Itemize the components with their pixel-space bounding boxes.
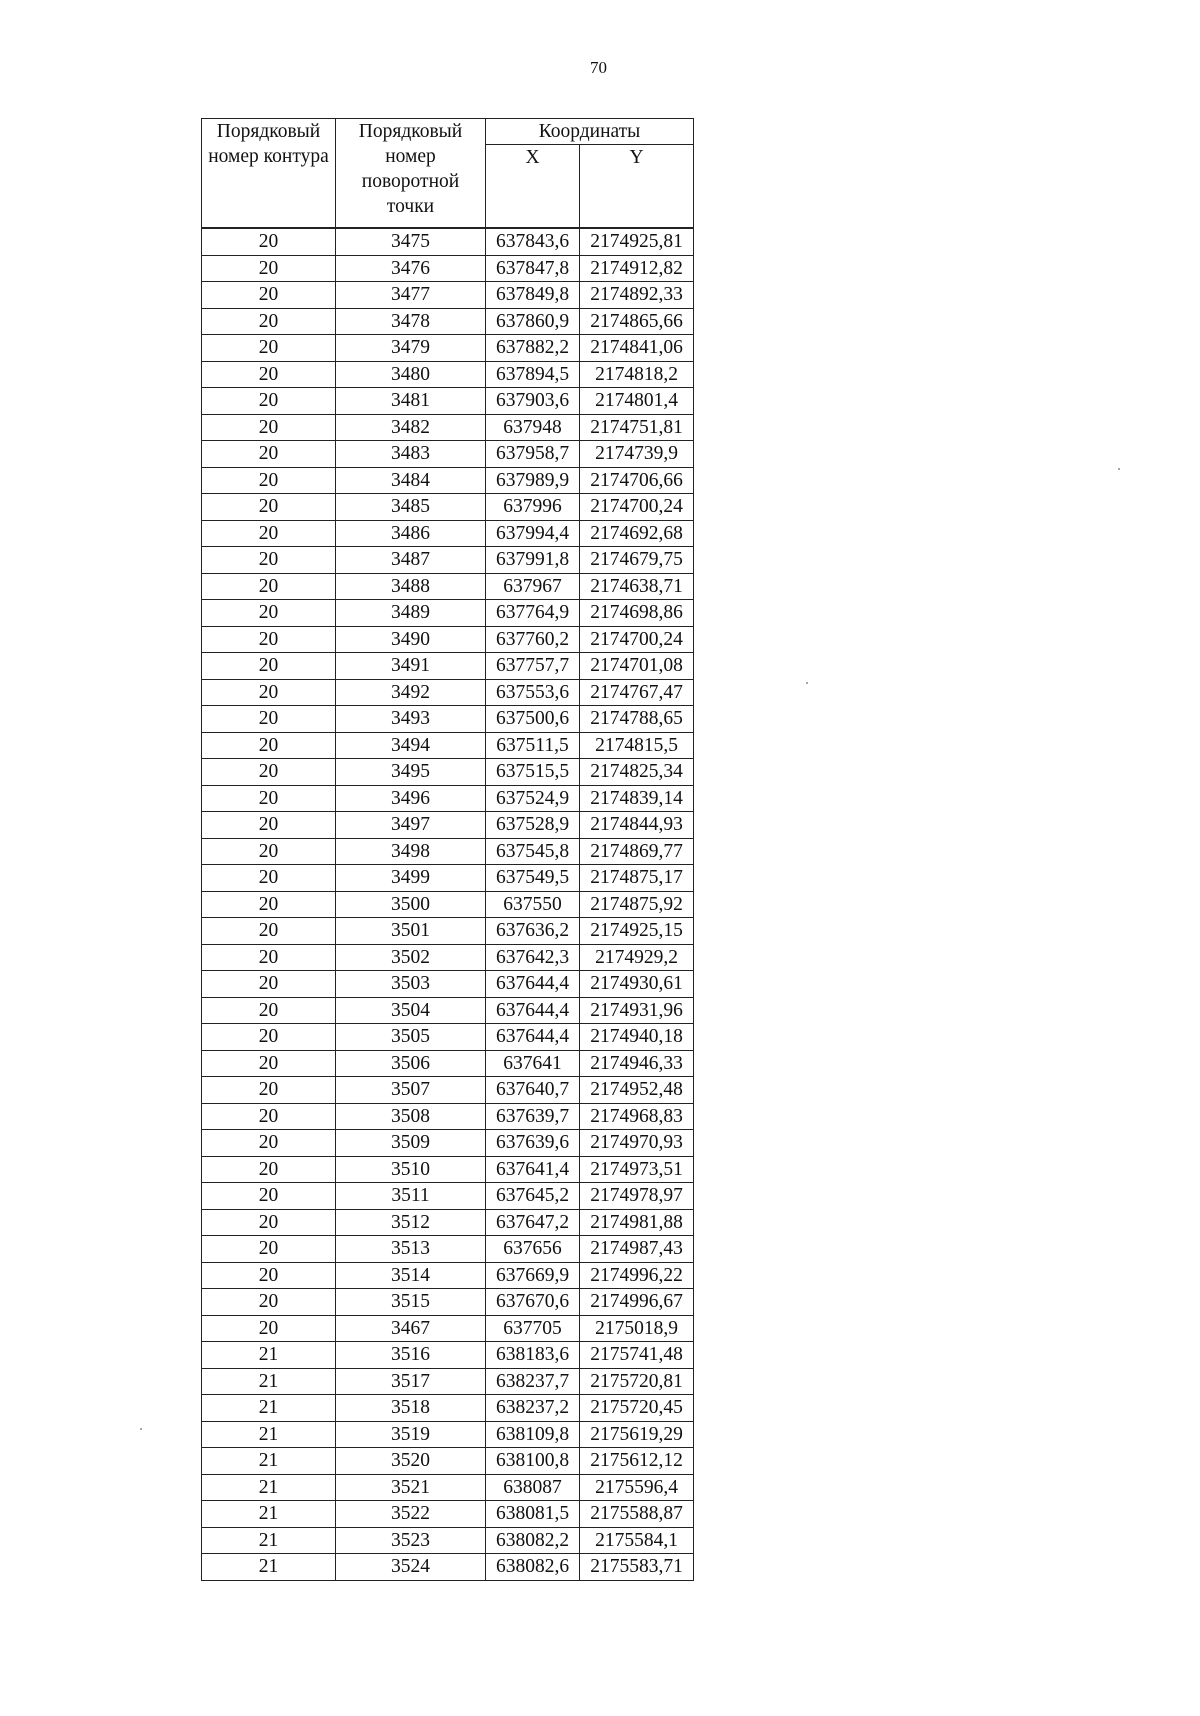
table-row (202, 891, 694, 918)
cell-x: 638087 (486, 1474, 580, 1501)
table-row (202, 388, 694, 415)
cell-x: 638109,8 (486, 1421, 580, 1448)
cell-contour: 21 (202, 1501, 336, 1528)
cell-point: 3489 (336, 600, 486, 627)
cell-x: 637636,2 (486, 918, 580, 945)
cell-contour: 21 (202, 1395, 336, 1422)
cell-x: 637894,5 (486, 361, 580, 388)
cell-point: 3480 (336, 361, 486, 388)
cell-contour: 20 (202, 1077, 336, 1104)
cell-x: 637640,7 (486, 1077, 580, 1104)
cell-point: 3522 (336, 1501, 486, 1528)
cell-contour: 20 (202, 812, 336, 839)
cell-point: 3499 (336, 865, 486, 892)
cell-y: 2174788,65 (580, 706, 694, 733)
cell-point: 3492 (336, 679, 486, 706)
cell-y: 2174940,18 (580, 1024, 694, 1051)
cell-contour: 20 (202, 1130, 336, 1157)
cell-y: 2174638,71 (580, 573, 694, 600)
cell-y: 2174700,24 (580, 626, 694, 653)
cell-contour: 20 (202, 547, 336, 574)
scan-speck (140, 1428, 142, 1430)
cell-y: 2174701,08 (580, 653, 694, 680)
cell-y: 2175720,45 (580, 1395, 694, 1422)
cell-point: 3497 (336, 812, 486, 839)
cell-point: 3508 (336, 1103, 486, 1130)
cell-x: 638081,5 (486, 1501, 580, 1528)
cell-point: 3478 (336, 308, 486, 335)
cell-contour: 20 (202, 335, 336, 362)
cell-point: 3491 (336, 653, 486, 680)
cell-point: 3494 (336, 732, 486, 759)
cell-contour: 21 (202, 1368, 336, 1395)
cell-point: 3498 (336, 838, 486, 865)
table-row (202, 1289, 694, 1316)
cell-point: 3490 (336, 626, 486, 653)
cell-x: 637948 (486, 414, 580, 441)
cell-x: 637991,8 (486, 547, 580, 574)
cell-contour: 20 (202, 1103, 336, 1130)
cell-point: 3503 (336, 971, 486, 998)
table-row (202, 785, 694, 812)
cell-contour: 20 (202, 255, 336, 282)
table-row (202, 282, 694, 309)
table-row (202, 1448, 694, 1475)
cell-x: 637764,9 (486, 600, 580, 627)
table-row (202, 1130, 694, 1157)
cell-contour: 20 (202, 865, 336, 892)
cell-x: 637670,6 (486, 1289, 580, 1316)
cell-x: 637705 (486, 1315, 580, 1342)
header-y: Y (580, 145, 694, 229)
cell-point: 3467 (336, 1315, 486, 1342)
cell-point: 3519 (336, 1421, 486, 1448)
cell-y: 2174968,83 (580, 1103, 694, 1130)
cell-y: 2175018,9 (580, 1315, 694, 1342)
table-row (202, 812, 694, 839)
cell-point: 3476 (336, 255, 486, 282)
cell-contour: 20 (202, 1156, 336, 1183)
cell-contour: 20 (202, 891, 336, 918)
cell-contour: 20 (202, 1236, 336, 1263)
cell-x: 637644,4 (486, 997, 580, 1024)
cell-contour: 20 (202, 1262, 336, 1289)
cell-x: 637903,6 (486, 388, 580, 415)
table-header (202, 119, 694, 229)
cell-y: 2174996,22 (580, 1262, 694, 1289)
table-row (202, 308, 694, 335)
scan-speck (1118, 468, 1120, 470)
cell-point: 3475 (336, 228, 486, 255)
cell-x: 637994,4 (486, 520, 580, 547)
cell-point: 3515 (336, 1289, 486, 1316)
cell-contour: 20 (202, 997, 336, 1024)
cell-contour: 21 (202, 1474, 336, 1501)
table-row (202, 467, 694, 494)
page-number: 70 (590, 58, 607, 77)
cell-y: 2174844,93 (580, 812, 694, 839)
table-row (202, 228, 694, 255)
cell-y: 2175584,1 (580, 1527, 694, 1554)
cell-x: 637500,6 (486, 706, 580, 733)
cell-y: 2174839,14 (580, 785, 694, 812)
table-row (202, 865, 694, 892)
cell-point: 3477 (336, 282, 486, 309)
cell-y: 2174841,06 (580, 335, 694, 362)
table-row (202, 1554, 694, 1581)
cell-x: 638183,6 (486, 1342, 580, 1369)
cell-contour: 20 (202, 467, 336, 494)
cell-point: 3505 (336, 1024, 486, 1051)
cell-point: 3520 (336, 1448, 486, 1475)
cell-contour: 20 (202, 1209, 336, 1236)
cell-contour: 20 (202, 679, 336, 706)
cell-contour: 20 (202, 785, 336, 812)
cell-point: 3496 (336, 785, 486, 812)
cell-x: 637553,6 (486, 679, 580, 706)
cell-point: 3517 (336, 1368, 486, 1395)
cell-y: 2175596,4 (580, 1474, 694, 1501)
cell-y: 2174875,92 (580, 891, 694, 918)
cell-x: 637847,8 (486, 255, 580, 282)
cell-x: 637644,4 (486, 971, 580, 998)
cell-y: 2175588,87 (580, 1501, 694, 1528)
cell-x: 637882,2 (486, 335, 580, 362)
cell-contour: 20 (202, 1050, 336, 1077)
table-row (202, 1342, 694, 1369)
cell-point: 3509 (336, 1130, 486, 1157)
cell-contour: 20 (202, 228, 336, 255)
cell-x: 637515,5 (486, 759, 580, 786)
cell-x: 638237,7 (486, 1368, 580, 1395)
cell-y: 2175619,29 (580, 1421, 694, 1448)
cell-x: 638100,8 (486, 1448, 580, 1475)
cell-x: 637550 (486, 891, 580, 918)
cell-y: 2174981,88 (580, 1209, 694, 1236)
cell-point: 3521 (336, 1474, 486, 1501)
cell-x: 637645,2 (486, 1183, 580, 1210)
cell-y: 2175612,12 (580, 1448, 694, 1475)
cell-x: 637860,9 (486, 308, 580, 335)
cell-y: 2174892,33 (580, 282, 694, 309)
cell-x: 637641 (486, 1050, 580, 1077)
table-row (202, 494, 694, 521)
cell-point: 3511 (336, 1183, 486, 1210)
table-row (202, 1501, 694, 1528)
cell-x: 638237,2 (486, 1395, 580, 1422)
table-row (202, 759, 694, 786)
cell-y: 2174679,75 (580, 547, 694, 574)
cell-point: 3512 (336, 1209, 486, 1236)
cell-y: 2174865,66 (580, 308, 694, 335)
cell-contour: 20 (202, 944, 336, 971)
cell-x: 637843,6 (486, 228, 580, 255)
cell-y: 2174929,2 (580, 944, 694, 971)
cell-y: 2174751,81 (580, 414, 694, 441)
cell-point: 3481 (336, 388, 486, 415)
cell-contour: 21 (202, 1527, 336, 1554)
cell-contour: 20 (202, 1024, 336, 1051)
cell-x: 637958,7 (486, 441, 580, 468)
cell-x: 637967 (486, 573, 580, 600)
cell-x: 637760,2 (486, 626, 580, 653)
table-row (202, 361, 694, 388)
cell-contour: 20 (202, 626, 336, 653)
scan-speck (806, 682, 808, 684)
cell-point: 3516 (336, 1342, 486, 1369)
cell-y: 2174930,61 (580, 971, 694, 998)
cell-contour: 20 (202, 971, 336, 998)
cell-x: 637644,4 (486, 1024, 580, 1051)
table-row (202, 971, 694, 998)
table-row (202, 573, 694, 600)
cell-contour: 20 (202, 282, 336, 309)
cell-contour: 20 (202, 918, 336, 945)
cell-contour: 20 (202, 414, 336, 441)
cell-x: 637656 (486, 1236, 580, 1263)
cell-x: 637641,4 (486, 1156, 580, 1183)
cell-x: 637647,2 (486, 1209, 580, 1236)
cell-point: 3483 (336, 441, 486, 468)
table-row (202, 1474, 694, 1501)
cell-x: 638082,2 (486, 1527, 580, 1554)
cell-contour: 20 (202, 759, 336, 786)
table-row (202, 1050, 694, 1077)
table-row (202, 547, 694, 574)
header-x: X (486, 145, 580, 229)
cell-contour: 21 (202, 1448, 336, 1475)
cell-point: 3485 (336, 494, 486, 521)
table-row (202, 414, 694, 441)
table-row (202, 1156, 694, 1183)
cell-point: 3501 (336, 918, 486, 945)
cell-x: 637549,5 (486, 865, 580, 892)
cell-point: 3482 (336, 414, 486, 441)
cell-y: 2174973,51 (580, 1156, 694, 1183)
table-row (202, 335, 694, 362)
cell-contour: 20 (202, 732, 336, 759)
cell-point: 3507 (336, 1077, 486, 1104)
cell-x: 637669,9 (486, 1262, 580, 1289)
cell-point: 3502 (336, 944, 486, 971)
cell-y: 2174825,34 (580, 759, 694, 786)
cell-point: 3506 (336, 1050, 486, 1077)
cell-y: 2175720,81 (580, 1368, 694, 1395)
table-row (202, 706, 694, 733)
table-row (202, 918, 694, 945)
table-row (202, 441, 694, 468)
coordinates-table (201, 118, 694, 1581)
cell-point: 3493 (336, 706, 486, 733)
cell-y: 2174801,4 (580, 388, 694, 415)
cell-contour: 20 (202, 1183, 336, 1210)
cell-contour: 21 (202, 1421, 336, 1448)
table-row (202, 1024, 694, 1051)
cell-y: 2175741,48 (580, 1342, 694, 1369)
cell-y: 2174739,9 (580, 441, 694, 468)
cell-y: 2174869,77 (580, 838, 694, 865)
table-body (202, 228, 694, 1580)
cell-y: 2174996,67 (580, 1289, 694, 1316)
cell-y: 2174925,81 (580, 228, 694, 255)
table-row (202, 997, 694, 1024)
cell-contour: 20 (202, 1315, 336, 1342)
cell-contour: 20 (202, 600, 336, 627)
cell-point: 3484 (336, 467, 486, 494)
table-row (202, 1368, 694, 1395)
cell-point: 3479 (336, 335, 486, 362)
cell-contour: 20 (202, 388, 336, 415)
cell-point: 3524 (336, 1554, 486, 1581)
table-row (202, 1209, 694, 1236)
cell-x: 637639,7 (486, 1103, 580, 1130)
table-row (202, 1077, 694, 1104)
cell-contour: 20 (202, 441, 336, 468)
cell-y: 2174912,82 (580, 255, 694, 282)
header-contour-number: Порядковый номер контура (202, 119, 336, 229)
cell-point: 3514 (336, 1262, 486, 1289)
cell-x: 637511,5 (486, 732, 580, 759)
table-row (202, 1183, 694, 1210)
cell-point: 3518 (336, 1395, 486, 1422)
cell-x: 637849,8 (486, 282, 580, 309)
cell-contour: 20 (202, 573, 336, 600)
cell-contour: 21 (202, 1342, 336, 1369)
cell-y: 2174875,17 (580, 865, 694, 892)
table-row (202, 1395, 694, 1422)
table-row (202, 255, 694, 282)
cell-y: 2174952,48 (580, 1077, 694, 1104)
table-row (202, 838, 694, 865)
cell-contour: 20 (202, 361, 336, 388)
cell-contour: 20 (202, 494, 336, 521)
cell-point: 3510 (336, 1156, 486, 1183)
cell-contour: 21 (202, 1554, 336, 1581)
cell-x: 637642,3 (486, 944, 580, 971)
table-row (202, 732, 694, 759)
cell-x: 637528,9 (486, 812, 580, 839)
cell-x: 637639,6 (486, 1130, 580, 1157)
table-row (202, 1262, 694, 1289)
cell-y: 2174970,93 (580, 1130, 694, 1157)
table-row (202, 520, 694, 547)
cell-point: 3487 (336, 547, 486, 574)
table-row (202, 626, 694, 653)
table-row (202, 653, 694, 680)
cell-y: 2174818,2 (580, 361, 694, 388)
table-row (202, 600, 694, 627)
cell-y: 2174931,96 (580, 997, 694, 1024)
cell-contour: 20 (202, 706, 336, 733)
table-row (202, 1236, 694, 1263)
cell-point: 3523 (336, 1527, 486, 1554)
cell-y: 2174987,43 (580, 1236, 694, 1263)
cell-contour: 20 (202, 308, 336, 335)
cell-contour: 20 (202, 1289, 336, 1316)
cell-x: 637757,7 (486, 653, 580, 680)
cell-point: 3495 (336, 759, 486, 786)
cell-y: 2174815,5 (580, 732, 694, 759)
header-point-number: Порядковый номер поворотной точки (336, 119, 486, 229)
table-row (202, 944, 694, 971)
cell-x: 637545,8 (486, 838, 580, 865)
cell-y: 2174925,15 (580, 918, 694, 945)
table-row (202, 1103, 694, 1130)
cell-y: 2174767,47 (580, 679, 694, 706)
cell-point: 3513 (336, 1236, 486, 1263)
table-row (202, 1315, 694, 1342)
cell-y: 2174706,66 (580, 467, 694, 494)
cell-point: 3486 (336, 520, 486, 547)
cell-y: 2174946,33 (580, 1050, 694, 1077)
cell-x: 637989,9 (486, 467, 580, 494)
table-row (202, 1421, 694, 1448)
cell-y: 2174692,68 (580, 520, 694, 547)
cell-point: 3504 (336, 997, 486, 1024)
cell-point: 3500 (336, 891, 486, 918)
cell-point: 3488 (336, 573, 486, 600)
cell-contour: 20 (202, 520, 336, 547)
cell-x: 637996 (486, 494, 580, 521)
cell-y: 2174978,97 (580, 1183, 694, 1210)
cell-y: 2174700,24 (580, 494, 694, 521)
cell-y: 2174698,86 (580, 600, 694, 627)
cell-contour: 20 (202, 838, 336, 865)
header-coordinates: Координаты (486, 119, 694, 145)
table-row (202, 679, 694, 706)
cell-y: 2175583,71 (580, 1554, 694, 1581)
cell-x: 637524,9 (486, 785, 580, 812)
cell-contour: 20 (202, 653, 336, 680)
table-row (202, 1527, 694, 1554)
cell-x: 638082,6 (486, 1554, 580, 1581)
